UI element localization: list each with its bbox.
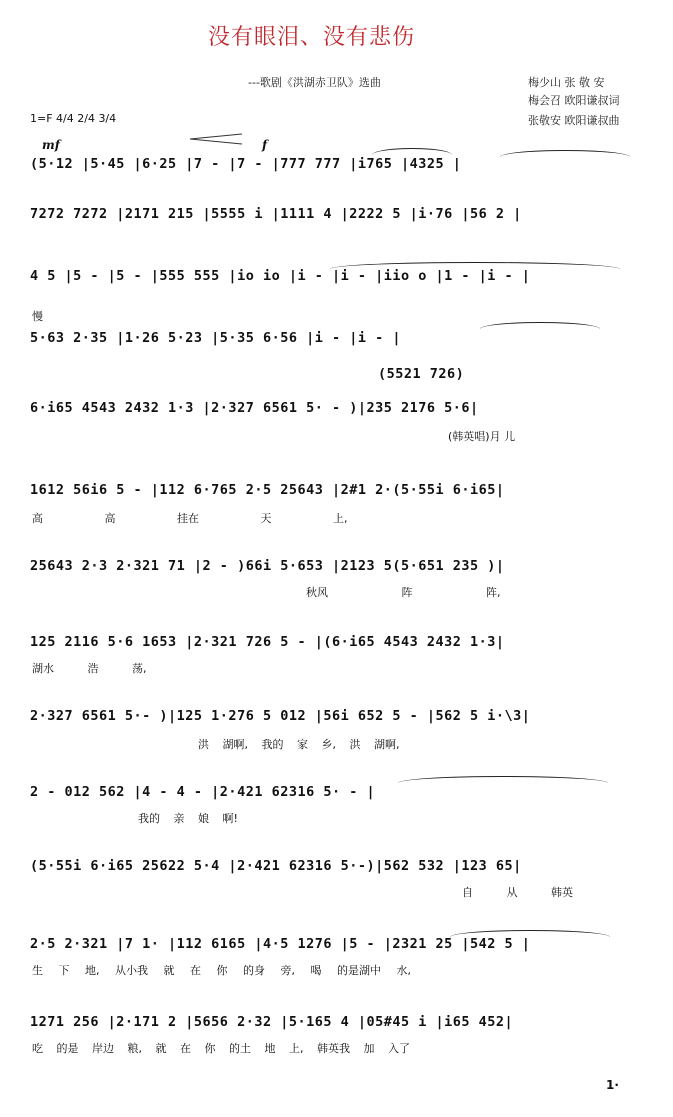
crescendo-hairpin-icon xyxy=(190,132,250,146)
credit-composers: 张敬安 欧阳谦叔曲 xyxy=(528,114,620,127)
slur-mark xyxy=(450,930,610,937)
score-line-3: 4 5 |5 - |5 - |555 555 |io io |i - |i - |iio o |1 - |i - | xyxy=(30,268,531,284)
lyric-line: 吃 的是 岸边 粮, 就 在 你 的土 地 上, 韩英我 加 入了 xyxy=(32,1042,410,1055)
dynamic-f: f xyxy=(262,138,268,152)
tempo-mark: 慢 xyxy=(32,310,43,323)
lyric-line: 高 高 挂在 天 上, xyxy=(32,512,348,525)
slur-mark xyxy=(372,148,452,155)
credit-lyricists-2: 梅会召 欧阳谦叔词 xyxy=(528,94,620,107)
score-line-6: 1612 56i6 5 - |112 6·765 2·5 25643 |2#1 2·(5·55i 6·i65| xyxy=(30,482,505,498)
lyric-line: (韩英唱)月 儿 xyxy=(448,430,516,443)
credit-lyricists: 梅少山 张 敬 安 xyxy=(528,76,605,89)
slur-mark xyxy=(500,150,630,157)
score-line-10: 2 - 012 562 |4 - 4 - |2·421 62316 5· - | xyxy=(30,784,376,800)
dynamic-mf: mf xyxy=(42,138,60,152)
score-line-7: 25643 2·3 2·321 71 |2 - )66i 5·653 |2123 5(5·651 235 )| xyxy=(30,558,505,574)
score-line-11: (5·55i 6·i65 25622 5·4 |2·421 62316 5·-)|562 532 |123 65| xyxy=(30,858,522,874)
score-line-4b: (5521 726) xyxy=(378,366,465,382)
slur-mark xyxy=(480,322,600,329)
score-line-2: 7272 7272 |2171 215 |5555 i |1111 4 |2222 5 |i·76 |56 2 | xyxy=(30,206,522,222)
score-line-4: 5·63 2·35 |1·26 5·23 |5·35 6·56 |i - |i - | xyxy=(30,330,401,346)
score-line-13: 1271 256 |2·171 2 |5656 2·32 |5·165 4 |05#45 i |i65 452| xyxy=(30,1014,514,1030)
lyric-line: 洪 湖啊, 我的 家 乡, 洪 湖啊, xyxy=(198,738,400,751)
page-title: 没有眼泪、没有悲伤 xyxy=(208,25,416,50)
page-number: 1· xyxy=(606,1078,619,1092)
score-line-1: (5·12 |5·45 |6·25 |7 - |7 - |777 777 |i765 |4325 | xyxy=(30,156,462,172)
lyric-line: 秋风 阵 阵, xyxy=(306,586,501,599)
slur-mark xyxy=(330,262,620,269)
score-line-5: 6·i65 4543 2432 1·3 |2·327 6561 5· - )|235 2176 5·6| xyxy=(30,400,479,416)
lyric-line: 我的 亲 娘 啊! xyxy=(138,812,238,825)
score-line-12: 2·5 2·321 |7 1· |112 6165 |4·5 1276 |5 - |2321 25 |542 5 | xyxy=(30,936,531,952)
key-signature: 1=F 4/4 2/4 3/4 xyxy=(30,112,117,125)
source-text: ---歌剧《洪湖赤卫队》选曲 xyxy=(248,76,381,89)
lyric-line: 自 从 韩英 xyxy=(462,886,573,899)
slur-mark xyxy=(398,776,608,783)
score-line-9: 2·327 6561 5·- )|125 1·276 5 012 |56i 652 5 - |562 5 i·\3| xyxy=(30,708,531,724)
lyric-line: 湖水 浩 荡, xyxy=(32,662,147,675)
lyric-line: 生 下 地, 从小我 就 在 你 的身 旁, 喝 的是湖中 水, xyxy=(32,964,411,977)
score-line-8: 125 2116 5·6 1653 |2·321 726 5 - |(6·i65 4543 2432 1·3| xyxy=(30,634,505,650)
